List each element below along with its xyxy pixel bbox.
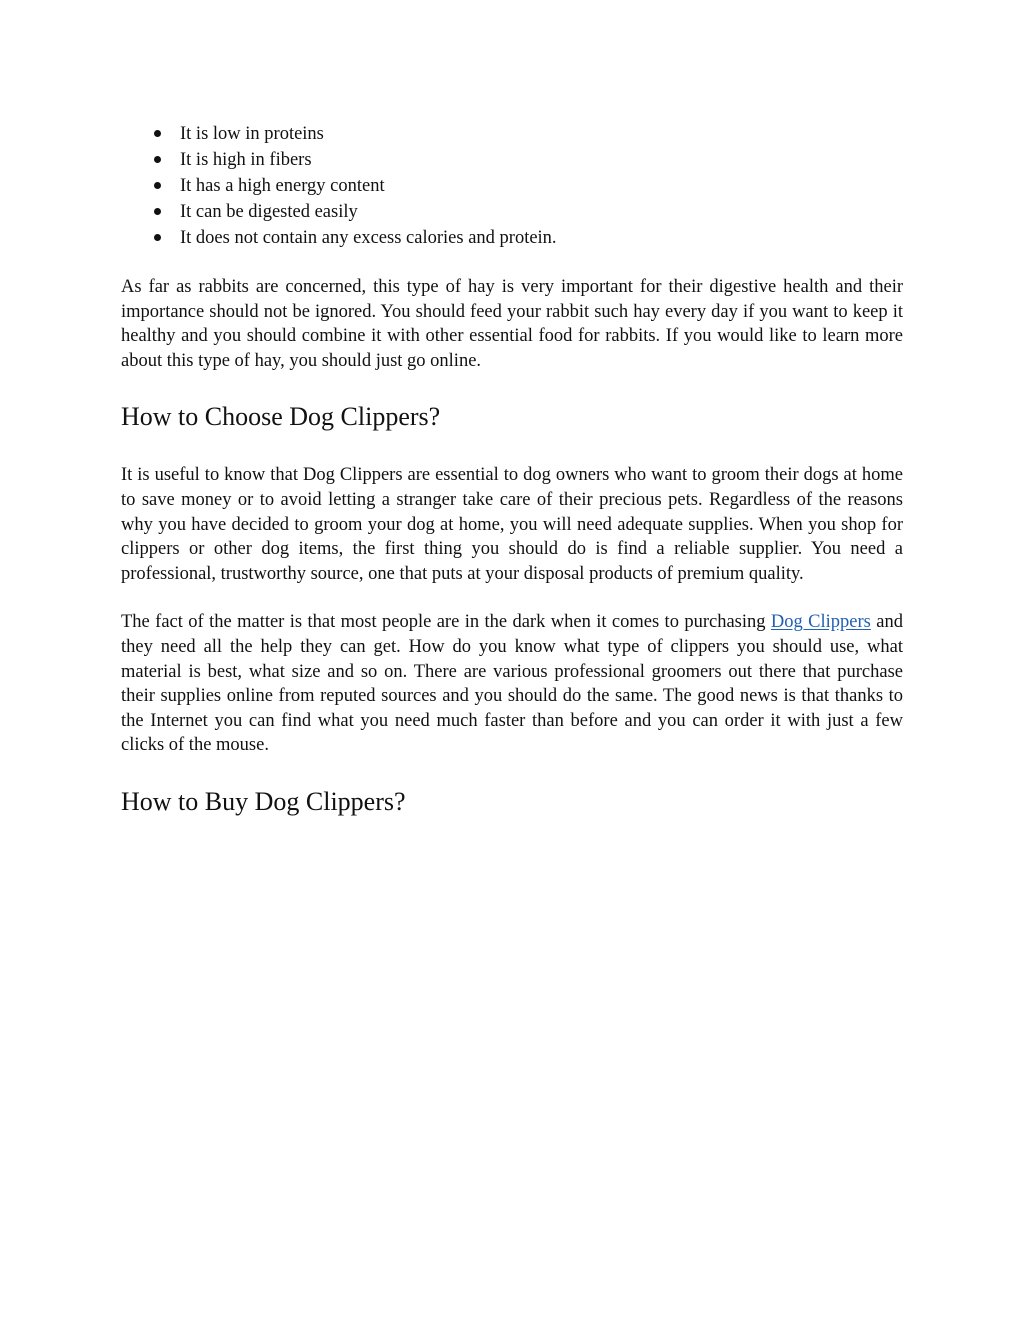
bullet-icon [154,130,161,137]
list-item [121,147,903,173]
paragraph-text-after-link: and they need all the help they can get. How do you know what type of clippers you should use, what material is best, what size and so on. There are various professional groomers out there that purchase their supplies online from reputed sources and you should do the same. The good news is that thanks to the Internet you can find what you need much faster than before and you can order it with just a few clicks of the mouse. [121,612,903,756]
bullet-icon [154,156,161,163]
paragraph-dog-clippers-purchase [121,610,903,758]
bullet-icon [154,182,161,189]
bullet-list [121,121,903,251]
list-item-text: It is high in fibers [180,150,312,170]
bullet-icon [154,208,161,215]
list-item [121,199,903,225]
list-item-text: It has a high energy content [180,176,385,196]
heading-choose-dog-clippers: How to Choose Dog Clippers? [121,402,441,432]
heading-buy-dog-clippers: How to Buy Dog Clippers? [121,786,406,816]
list-item [121,225,903,251]
paragraph-text-before-link: The fact of the matter is that most people are in the dark when it comes to purchasing [121,612,771,633]
list-item-text: It can be digested easily [180,202,358,222]
list-item [121,173,903,199]
document-page [121,121,903,818]
dog-clippers-link[interactable]: Dog Clippers [770,612,871,633]
paragraph-dog-clippers-intro: It is useful to know that Dog Clippers are essential to dog owners who want to groom their dogs at home to save money or to avoid letting a stranger take care of their precious pets. Regardless of the reasons why you have decided to groom your dog at home, you will need adequate supplies. When you shop for clippers or other dog items, the first thing you should do is find a reliable supplier. You need a professional, trustworthy source, one that puts at your disposal products of premium quality. [121,465,903,584]
paragraph-rabbit-hay: As far as rabbits are concerned, this type of hay is very important for their digestive health and their importance should not be ignored. You should feed your rabbit such hay every day if you want to keep it healthy and you should combine it with other essential food for rabbits. If you would like to learn more about this type of hay, you should just go online. [121,277,903,371]
list-item [121,121,903,147]
list-item-text: It is low in proteins [180,124,324,144]
bullet-icon [154,234,161,241]
list-item-text: It does not contain any excess calories and protein. [180,228,557,248]
